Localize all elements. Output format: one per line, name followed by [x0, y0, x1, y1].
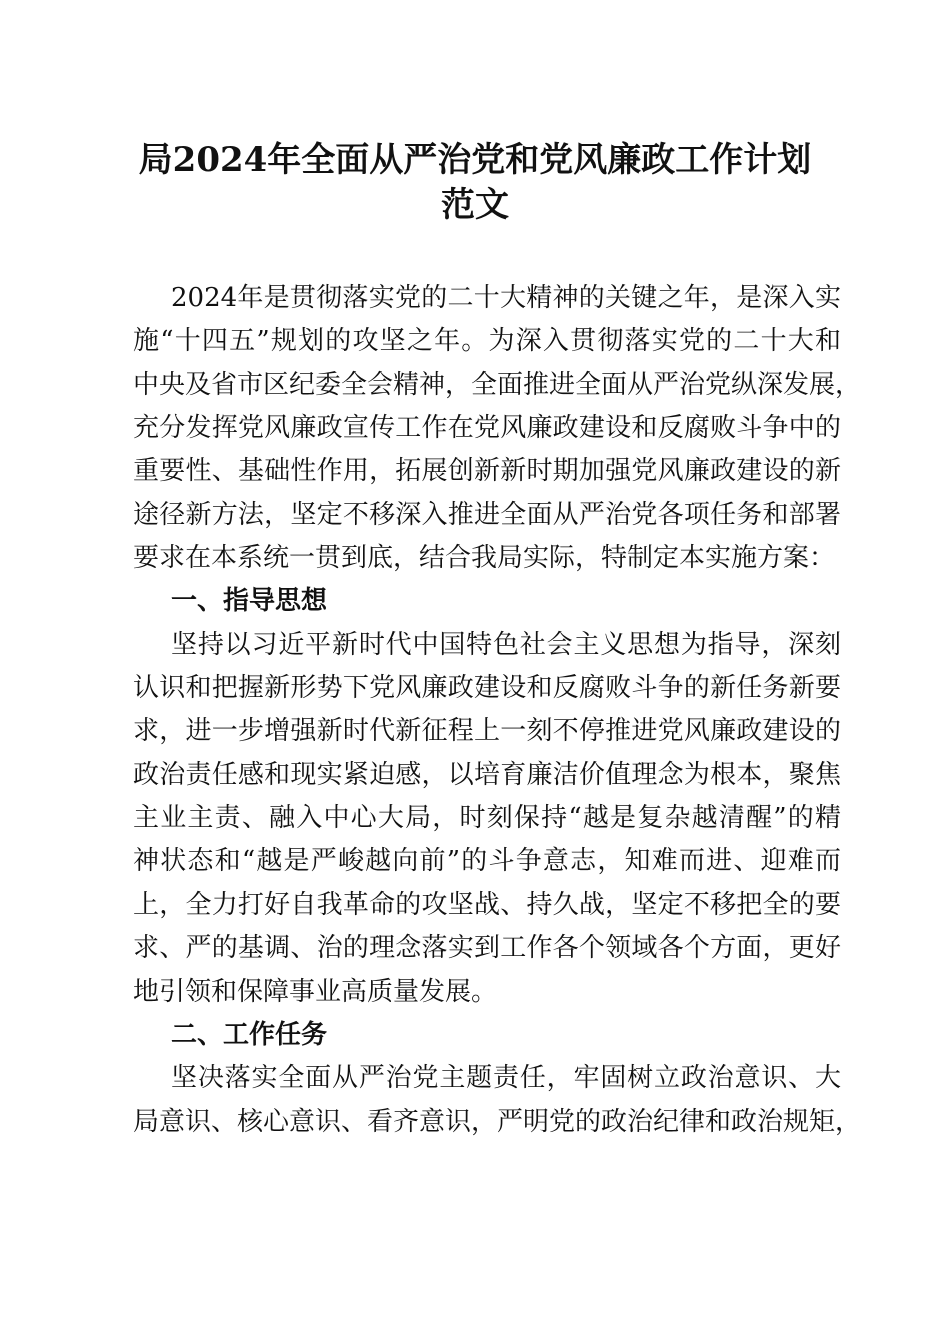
paragraph-line: 重要性、基础性作用，拓展创新新时期加强党风廉政建设的新: [133, 456, 841, 487]
document-title-line-2: 范文: [441, 185, 509, 225]
paragraph-line: 施“十四五”规划的攻坚之年。为深入贯彻落实党的二十大和: [133, 326, 841, 357]
section-heading: 二、工作任务: [171, 1019, 328, 1050]
paragraph-line: 求，进一步增强新时代新征程上一刻不停推进党风廉政建设的: [133, 716, 841, 747]
section-heading: 一、指导思想: [171, 586, 328, 617]
document-body: [133, 277, 862, 1144]
paragraph-line: 上，全力打好自我革命的攻坚战、持久战，坚定不移把全的要: [133, 889, 841, 920]
paragraph-line: 要求在本系统一贯到底，结合我局实际，特制定本实施方案：: [133, 543, 836, 574]
paragraph-line: 中央及省市区纪委全会精神，全面推进全面从严治党纵深发展，: [133, 369, 862, 400]
paragraph-line: 途径新方法，坚定不移深入推进全面从严治党各项任务和部署: [133, 499, 841, 530]
document-title-line-1: 局2024年全面从严治党和党风廉政工作计划: [138, 140, 812, 180]
paragraph-line: 求、严的基调、治的理念落实到工作各个领域各个方面，更好: [133, 933, 841, 964]
paragraph-line: 主业主责、融入中心大局，时刻保持“越是复杂越清醒”的精: [133, 803, 841, 834]
paragraph-line: 认识和把握新形势下党风廉政建设和反腐败斗争的新任务新要: [133, 673, 841, 704]
paragraph-line: 坚决落实全面从严治党主题责任，牢固树立政治意识、大: [171, 1063, 841, 1094]
paragraph-line: 神状态和“越是严峻越向前”的斗争意志，知难而进、迎难而: [133, 846, 841, 877]
paragraph-line: 地引领和保障事业高质量发展。: [133, 976, 498, 1007]
paragraph-line: 2024年是贯彻落实党的二十大精神的关键之年，是深入实: [171, 283, 841, 313]
paragraph-line: 政治责任感和现实紧迫感，以培育廉洁价值理念为根本，聚焦: [133, 759, 841, 790]
paragraph-line: 充分发挥党风廉政宣传工作在党风廉政建设和反腐败斗争中的: [133, 413, 841, 444]
paragraph-line: 坚持以习近平新时代中国特色社会主义思想为指导，深刻: [171, 629, 841, 660]
paragraph-line: 局意识、核心意识、看齐意识，严明党的政治纪律和政治规矩，: [133, 1106, 862, 1137]
